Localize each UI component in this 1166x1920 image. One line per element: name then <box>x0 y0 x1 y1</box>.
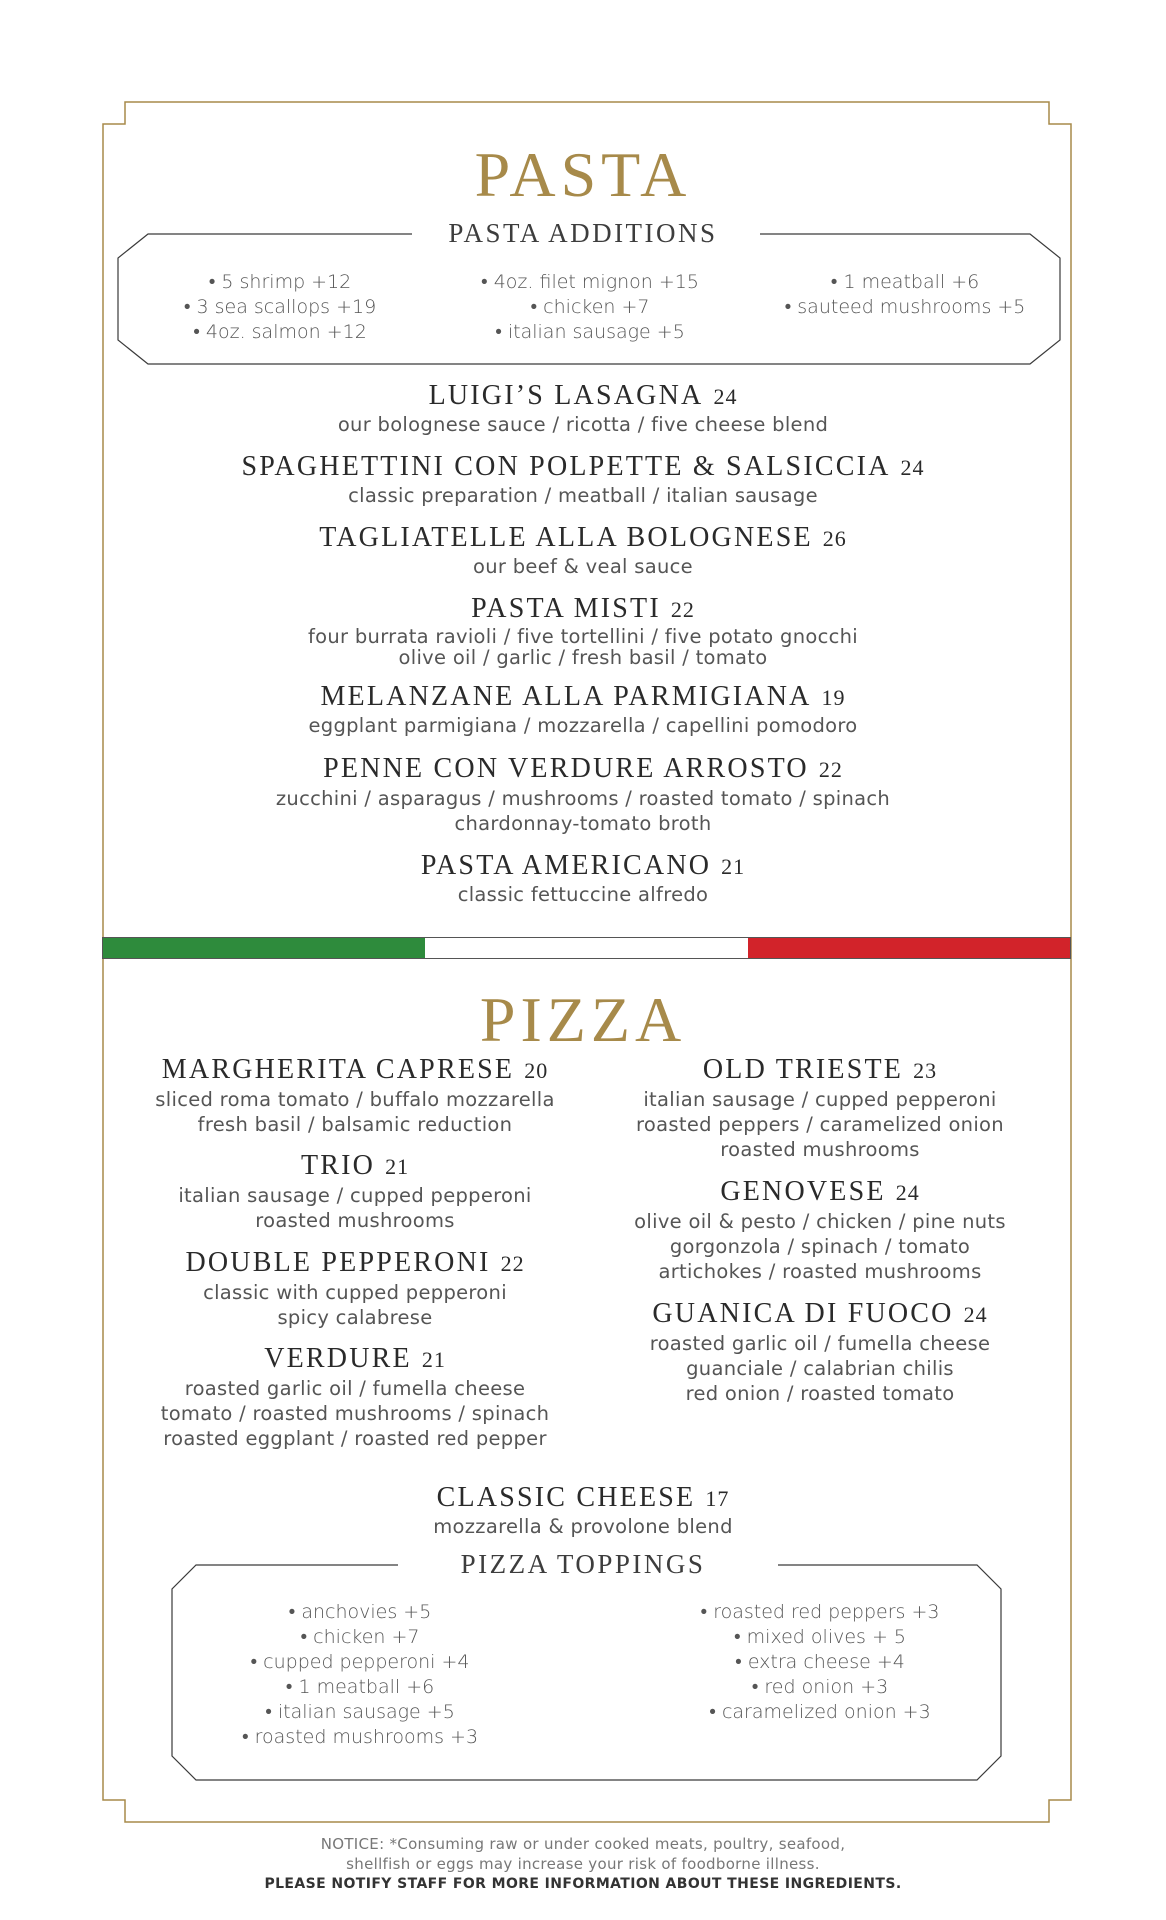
dish-desc: our bolognese sauce / ricotta / five cheese blend <box>337 413 829 436</box>
list-item: • 1 meatball +6 <box>285 1676 435 1698</box>
dish-desc: fresh basil / balsamic reduction <box>197 1113 513 1136</box>
pizza-genovese <box>600 1176 1040 1284</box>
dish-desc: classic fettuccine alfredo <box>457 883 709 906</box>
dish-desc: spicy calabrese <box>277 1306 433 1329</box>
pizza-guanica-di-fuoco <box>600 1298 1040 1406</box>
flag-white <box>425 938 747 958</box>
dish-luigis-lasagna <box>100 380 1066 437</box>
dish-pasta-misti <box>100 593 1066 668</box>
dish-price: 21 <box>385 1154 410 1179</box>
pasta-additions-title: PASTA ADDITIONS <box>448 218 718 248</box>
dish-desc: gorgonzola / spinach / tomato <box>669 1235 971 1258</box>
dish-desc: sliced roma tomato / buffalo mozzarella <box>155 1088 555 1111</box>
dish-name: TAGLIATELLE ALLA BOLOGNESE <box>319 522 813 553</box>
dish-desc: red onion / roasted tomato <box>685 1382 955 1405</box>
dish-melanzane <box>100 681 1066 738</box>
dish-price: 23 <box>913 1058 938 1083</box>
pizza-toppings-col1 <box>200 1600 520 1750</box>
dish-name: MELANZANE ALLA PARMIGIANA <box>320 681 812 712</box>
dish-desc: classic preparation / meatball / italian sausage <box>348 484 818 507</box>
dish-price: 24 <box>963 1302 988 1327</box>
list-item: • roasted red peppers +3 <box>700 1601 940 1623</box>
dish-price: 26 <box>822 526 847 551</box>
dish-spaghettini <box>100 451 1066 508</box>
list-item: • 1 meatball +6 <box>830 271 980 293</box>
list-item: • caramelized onion +3 <box>709 1701 931 1723</box>
notice-line: shellfish or eggs may increase your risk of foodborne illness. <box>346 1855 820 1873</box>
dish-name: CLASSIC CHEESE <box>436 1482 696 1513</box>
list-item: • roasted mushrooms +3 <box>241 1726 479 1748</box>
dish-desc: zucchini / asparagus / mushrooms / roasted tomato / spinach <box>275 787 891 810</box>
pizza-title: PIZZA <box>479 984 687 1055</box>
pizza-toppings-col2 <box>660 1600 980 1725</box>
pizza-classic-cheese <box>100 1482 1066 1539</box>
list-item: • 4oz. filet mignon +15 <box>481 271 699 293</box>
list-item: • 3 sea scallops +19 <box>183 296 377 318</box>
dish-price: 22 <box>500 1251 525 1276</box>
pizza-verdure <box>110 1343 600 1451</box>
dish-desc: italian sausage / cupped pepperoni <box>643 1088 997 1111</box>
list-item: • cupped pepperoni +4 <box>250 1651 470 1673</box>
list-item: • anchovies +5 <box>288 1601 432 1623</box>
dish-name: MARGHERITA CAPRESE <box>161 1054 515 1085</box>
dish-name: OLD TRIESTE <box>702 1054 904 1085</box>
list-item: • sauteed mushrooms +5 <box>784 296 1026 318</box>
dish-desc: roasted garlic oil / fumella cheese <box>649 1332 991 1355</box>
pasta-additions-col3 <box>760 270 1050 320</box>
dish-pasta-americano <box>100 850 1066 907</box>
notice-line: NOTICE: *Consuming raw or under cooked meats, poultry, seafood, <box>320 1835 846 1853</box>
dish-price: 17 <box>705 1486 730 1511</box>
dish-desc: olive oil & pesto / chicken / pine nuts <box>634 1210 1006 1233</box>
pizza-trio <box>110 1150 600 1233</box>
list-item: • 5 shrimp +12 <box>208 271 352 293</box>
pizza-margherita <box>110 1054 600 1137</box>
dish-name: PASTA AMERICANO <box>420 850 712 881</box>
dish-tagliatelle <box>100 522 1066 579</box>
list-item: • 4oz. salmon +12 <box>193 321 367 343</box>
dish-desc: artichokes / roasted mushrooms <box>658 1260 982 1283</box>
list-item: • chicken +7 <box>530 296 650 318</box>
dish-price: 24 <box>713 384 738 409</box>
dish-desc: mozzarella & provolone blend <box>433 1515 733 1538</box>
pizza-double-pepperoni <box>110 1247 600 1330</box>
dish-desc: classic with cupped pepperoni <box>203 1281 507 1304</box>
list-item: • italian sausage +5 <box>495 321 685 343</box>
dish-price: 20 <box>524 1058 549 1083</box>
dish-desc: italian sausage / cupped pepperoni <box>178 1184 532 1207</box>
notice-bold-line: PLEASE NOTIFY STAFF FOR MORE INFORMATION ABOUT THESE INGREDIENTS. <box>264 1876 902 1892</box>
list-item: • extra cheese +4 <box>735 1651 905 1673</box>
notice <box>0 1834 1166 1892</box>
dish-penne <box>100 753 1066 836</box>
dish-desc: eggplant parmigiana / mozzarella / capellini pomodoro <box>308 714 858 737</box>
dish-name: TRIO <box>300 1150 376 1181</box>
dish-price: 21 <box>421 1347 446 1372</box>
list-item: • red onion +3 <box>751 1676 889 1698</box>
dish-desc: our beef & veal sauce <box>473 555 693 578</box>
pasta-additions-col2 <box>440 270 740 345</box>
dish-price: 19 <box>821 685 846 710</box>
dish-name: LUIGI’S LASAGNA <box>428 380 704 411</box>
pizza-toppings-title: PIZZA TOPPINGS <box>460 1549 706 1579</box>
pizza-old-trieste <box>600 1054 1040 1162</box>
dish-desc: roasted mushrooms <box>255 1209 455 1232</box>
dish-name: GENOVESE <box>720 1176 886 1207</box>
dish-desc: olive oil / garlic / fresh basil / tomato <box>398 646 768 669</box>
list-item: • chicken +7 <box>300 1626 420 1648</box>
dish-name: PASTA MISTI <box>471 593 661 624</box>
dish-name: SPAGHETTINI CON POLPETTE & SALSICCIA <box>241 451 891 482</box>
dish-desc: tomato / roasted mushrooms / spinach <box>160 1402 550 1425</box>
pasta-title: PASTA <box>474 139 692 210</box>
italian-flag-bar <box>102 937 1071 959</box>
dish-name: PENNE CON VERDURE ARROSTO <box>323 753 809 784</box>
dish-price: 24 <box>895 1180 920 1205</box>
dish-name: GUANICA DI FUOCO <box>652 1298 954 1329</box>
dish-name: VERDURE <box>264 1343 412 1374</box>
dish-desc: chardonnay-tomato broth <box>454 812 712 835</box>
dish-price: 21 <box>721 854 746 879</box>
dish-desc: roasted peppers / caramelized onion <box>636 1113 1004 1136</box>
flag-red <box>748 938 1070 958</box>
flag-green <box>103 938 425 958</box>
dish-desc: roasted mushrooms <box>720 1138 920 1161</box>
dish-desc: roasted garlic oil / fumella cheese <box>184 1377 526 1400</box>
dish-price: 22 <box>670 597 695 622</box>
dish-price: 22 <box>818 757 843 782</box>
list-item: • italian sausage +5 <box>265 1701 455 1723</box>
dish-desc: guanciale / calabrian chilis <box>686 1357 954 1380</box>
dish-price: 24 <box>900 455 925 480</box>
pasta-additions-col1 <box>140 270 420 345</box>
dish-desc: four burrata ravioli / five tortellini / five potato gnocchi <box>307 625 859 648</box>
dish-name: DOUBLE PEPPERONI <box>185 1247 491 1278</box>
dish-desc: roasted eggplant / roasted red pepper <box>163 1427 547 1450</box>
list-item: • mixed olives + 5 <box>733 1626 907 1648</box>
